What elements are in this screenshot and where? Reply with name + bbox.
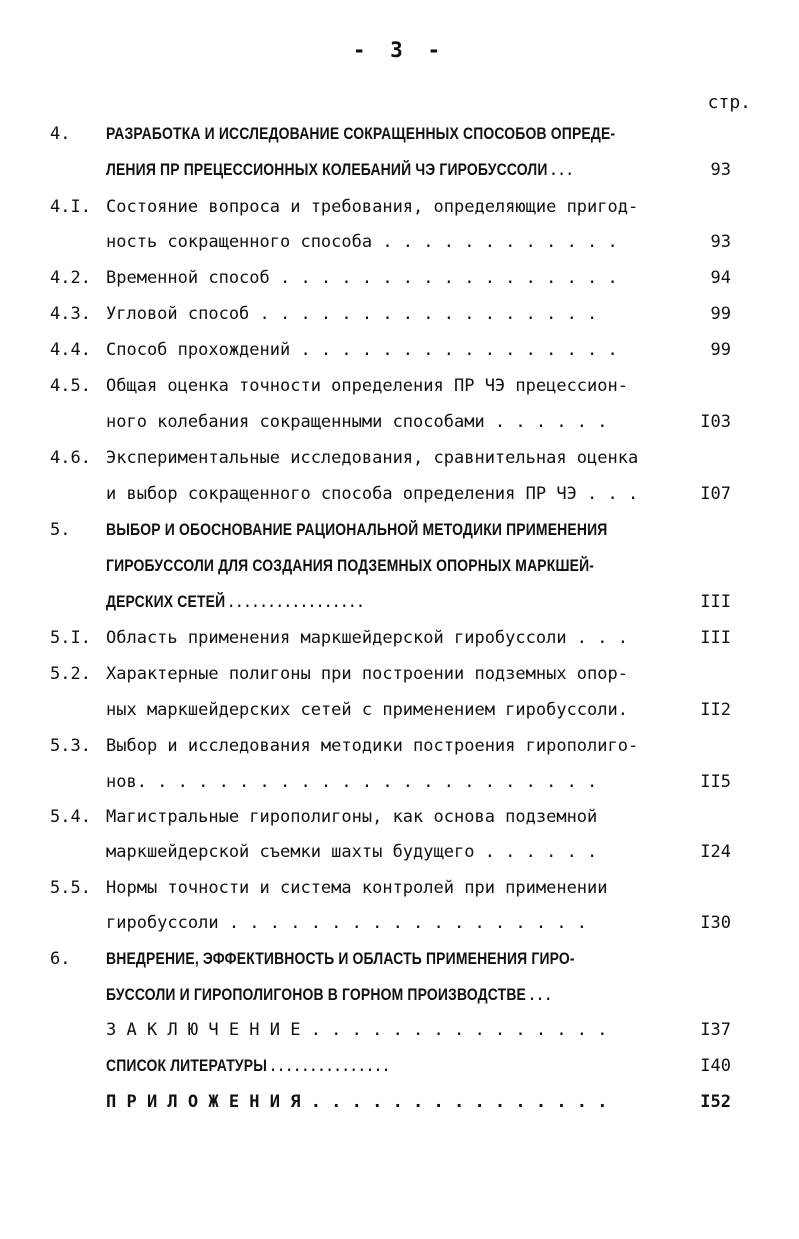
- section-title: Общая оценка точности определения ПР ЧЭ прецессион-: [106, 376, 628, 396]
- section-title: ВНЕДРЕНИЕ, ЭФФЕКТИВНОСТЬ И ОБЛАСТЬ ПРИМЕНЕНИЯ ГИРО-: [106, 949, 575, 968]
- section-title: Временной способ . . . . . . . . . . . . . . . . .: [106, 268, 618, 288]
- section-title: ЛЕНИЯ ПР ПРЕЦЕССИОННЫХ КОЛЕБАНИЙ ЧЭ ГИРОБУССОЛИ . . .: [106, 160, 572, 179]
- page-ref: II5: [700, 772, 731, 792]
- page-ref: 93: [710, 160, 731, 180]
- page-ref: I30: [700, 913, 731, 933]
- section-title: ных маркшейдерских сетей с применением гиробуссоли.: [106, 700, 628, 720]
- section-title: ность сокращенного способа . . . . . . . . . . . .: [106, 232, 618, 252]
- page-ref: 93: [710, 232, 731, 252]
- section-number: 5.I.: [50, 628, 91, 648]
- toc-entry: [0, 338, 799, 362]
- section-number: 5.4.: [50, 807, 91, 827]
- section-title: нов. . . . . . . . . . . . . . . . . . . . . . .: [106, 772, 598, 792]
- toc-entry-continuation: [0, 482, 799, 506]
- section-number: 4.I.: [50, 197, 91, 217]
- section-title: Угловой способ . . . . . . . . . . . . . . . . .: [106, 304, 598, 324]
- section-title: ного колебания сокращенными способами . . . . . .: [106, 412, 608, 432]
- section-number: 5.: [50, 520, 71, 540]
- page-ref: 94: [710, 268, 731, 288]
- page-ref: I03: [700, 412, 731, 432]
- section-title: П Р И Л О Ж Е Н И Я . . . . . . . . . . . . . . .: [106, 1092, 608, 1112]
- page-ref: I24: [700, 842, 731, 862]
- section-title: БУССОЛИ И ГИРОПОЛИГОНОВ В ГОРНОМ ПРОИЗВОДСТВЕ . . .: [106, 985, 551, 1004]
- section-title: и выбор сокращенного способа определения ПР ЧЭ . . .: [106, 484, 639, 504]
- toc-entry: [0, 1054, 799, 1078]
- toc-entry-continuation: [0, 983, 799, 1007]
- section-number: 4.6.: [50, 448, 91, 468]
- toc-entry-continuation: [0, 911, 799, 935]
- section-title: Нормы точности и система контролей при применении: [106, 878, 608, 898]
- section-title: ВЫБОР И ОБОСНОВАНИЕ РАЦИОНАЛЬНОЙ МЕТОДИКИ ПРИМЕНЕНИЯ: [106, 520, 608, 539]
- toc-entry-continuation: [0, 840, 799, 864]
- section-title: Способ прохождений . . . . . . . . . . . . . . . .: [106, 340, 618, 360]
- toc-entry: [0, 1090, 799, 1114]
- section-number: 5.3.: [50, 736, 91, 756]
- section-title: ГИРОБУССОЛИ ДЛЯ СОЗДАНИЯ ПОДЗЕМНЫХ ОПОРНЫХ МАРКШЕЙ-: [106, 556, 595, 575]
- toc-entry-continuation: [0, 590, 799, 614]
- toc-entry-continuation: [0, 230, 799, 254]
- toc-entry-continuation: [0, 410, 799, 434]
- page-ref: 99: [710, 304, 731, 324]
- section-title: гиробуссоли . . . . . . . . . . . . . . . . . .: [106, 913, 588, 933]
- toc-entry: [0, 1018, 799, 1042]
- section-title: Магистральные гирополигоны, как основа подземной: [106, 807, 598, 827]
- toc-entry-continuation: [0, 698, 799, 722]
- section-number: 4.4.: [50, 340, 91, 360]
- toc-entry: [0, 302, 799, 326]
- page-ref: 99: [710, 340, 731, 360]
- page-ref: I40: [700, 1056, 731, 1076]
- section-number: 4.5.: [50, 376, 91, 396]
- section-title: ДЕРСКИХ СЕТЕЙ . . . . . . . . . . . . . . . . .: [106, 592, 363, 611]
- section-title: маркшейдерской съемки шахты будущего . . . . . .: [106, 842, 598, 862]
- section-title: Характерные полигоны при построении подземных опор-: [106, 664, 628, 684]
- section-title: З А К Л Ю Ч Е Н И Е . . . . . . . . . . . . . . .: [106, 1020, 608, 1040]
- section-title: СПИСОК ЛИТЕРАТУРЫ . . . . . . . . . . . . . . .: [106, 1056, 389, 1075]
- page-ref: II2: [700, 700, 731, 720]
- toc-entry: [0, 266, 799, 290]
- toc-entry-continuation: [0, 770, 799, 794]
- section-title: Состояние вопроса и требования, определяющие пригод-: [106, 197, 639, 217]
- toc-entry: [0, 626, 799, 650]
- section-title: Область применения маркшейдерской гиробуссоли . . .: [106, 628, 628, 648]
- section-title: РАЗРАБОТКА И ИССЛЕДОВАНИЕ СОКРАЩЕННЫХ СПОСОБОВ ОПРЕДЕ-: [106, 124, 616, 143]
- section-number: 6.: [50, 949, 71, 969]
- section-number: 5.5.: [50, 878, 91, 898]
- page-number: - 3 -: [352, 38, 447, 62]
- page-ref: I37: [700, 1020, 731, 1040]
- page-ref: III: [700, 592, 731, 612]
- section-number: 4.3.: [50, 304, 91, 324]
- page-column-label: стр.: [707, 92, 751, 113]
- page-ref: III: [700, 628, 731, 648]
- section-number: 4.: [50, 124, 71, 144]
- page-ref: I07: [700, 484, 731, 504]
- section-number: 4.2.: [50, 268, 91, 288]
- section-number: 5.2.: [50, 664, 91, 684]
- toc-entry-continuation: [0, 158, 799, 182]
- section-title: Выбор и исследования методики построения гирополиго-: [106, 736, 639, 756]
- section-title: Экспериментальные исследования, сравнительная оценка: [106, 448, 639, 468]
- page-ref: I52: [700, 1092, 731, 1112]
